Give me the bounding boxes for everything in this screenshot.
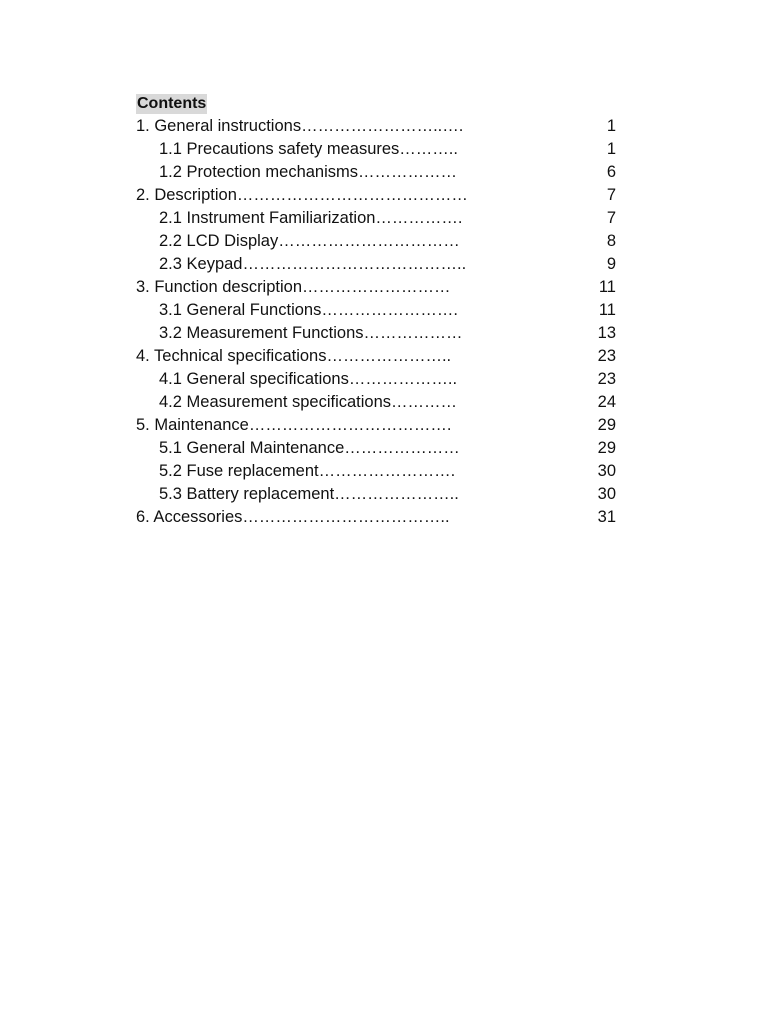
toc-entry-page-number: 23 — [597, 347, 616, 365]
toc-entry-label: 2.2 LCD Display…………………………… — [159, 232, 460, 250]
toc-entry-label: 1.2 Protection mechanisms……………… — [159, 163, 458, 181]
toc-entry-page-number: 6 — [606, 163, 616, 181]
toc-entry — [136, 414, 616, 437]
toc-entry-page-number: 30 — [597, 485, 616, 503]
toc-entry-label: 2.1 Instrument Familiarization……………. — [159, 209, 463, 227]
toc-entry — [136, 184, 616, 207]
toc-entry-page-number: 30 — [597, 462, 616, 480]
toc-entry-label: 1. General instructions……………………..…. — [136, 117, 464, 135]
table-of-contents — [136, 115, 616, 529]
toc-entry-page-number: 1 — [606, 117, 616, 135]
toc-entry-label: 3.2 Measurement Functions……………… — [159, 324, 463, 342]
toc-entry-page-number: 31 — [597, 508, 616, 526]
toc-entry — [136, 368, 616, 391]
toc-entry-label: 5.2 Fuse replacement……………………. — [159, 462, 456, 480]
toc-entry — [136, 391, 616, 414]
toc-entry — [136, 437, 616, 460]
toc-entry-label: 3.1 General Functions……………………. — [159, 301, 458, 319]
toc-entry-page-number: 11 — [598, 301, 616, 319]
toc-entry-page-number: 9 — [606, 255, 616, 273]
toc-entry-page-number: 7 — [606, 209, 616, 227]
toc-entry — [136, 322, 616, 345]
toc-entry-page-number: 11 — [598, 278, 616, 296]
toc-entry — [136, 506, 616, 529]
toc-entry — [136, 253, 616, 276]
toc-entry — [136, 460, 616, 483]
toc-entry-label: 4.1 General specifications……………….. — [159, 370, 458, 388]
toc-entry-page-number: 7 — [606, 186, 616, 204]
toc-entry — [136, 207, 616, 230]
toc-entry-label: 5.3 Battery replacement………………….. — [159, 485, 459, 503]
toc-entry-page-number: 29 — [597, 416, 616, 434]
toc-entry-label: 3. Function description……………………… — [136, 278, 451, 296]
toc-entry — [136, 138, 616, 161]
toc-entry-label: 1.1 Precautions safety measures……….. — [159, 140, 458, 158]
toc-entry — [136, 299, 616, 322]
toc-entry — [136, 161, 616, 184]
toc-entry-label: 6. Accessories……………………………….. — [136, 508, 450, 526]
toc-entry-label: 5.1 General Maintenance………………… — [159, 439, 460, 457]
toc-entry-label: 2.3 Keypad………………………………….. — [159, 255, 467, 273]
toc-entry-label: 2. Description…………………………………… — [136, 186, 468, 204]
toc-entry-page-number: 24 — [597, 393, 616, 411]
toc-entry-page-number: 8 — [606, 232, 616, 250]
toc-entry — [136, 483, 616, 506]
toc-entry-label: 5. Maintenance………………………………. — [136, 416, 452, 434]
toc-entry-label: 4. Technical specifications………………….. — [136, 347, 452, 365]
toc-entry-page-number: 1 — [606, 140, 616, 158]
toc-entry-page-number: 13 — [597, 324, 616, 342]
toc-entry — [136, 115, 616, 138]
toc-title: Contents — [137, 95, 207, 112]
toc-entry — [136, 276, 616, 299]
toc-entry-page-number: 23 — [597, 370, 616, 388]
toc-entry — [136, 230, 616, 253]
toc-entry-page-number: 29 — [597, 439, 616, 457]
toc-entry — [136, 345, 616, 368]
toc-entry-label: 4.2 Measurement specifications………… — [159, 393, 458, 411]
